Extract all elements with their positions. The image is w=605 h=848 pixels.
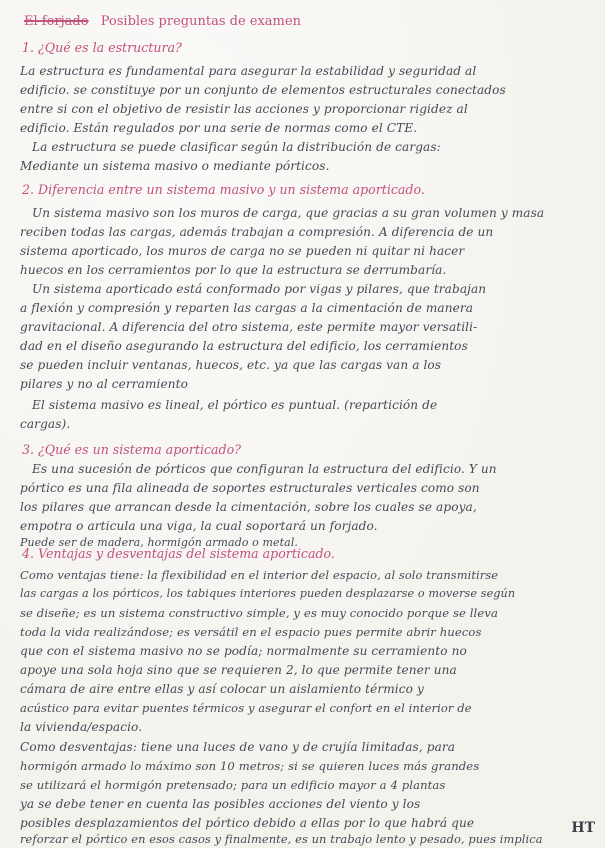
answer-4-line: cámara de aire entre ellas y así colocar un aislamiento térmico y: [20, 682, 424, 696]
struck-title: El forjado: [24, 14, 89, 29]
answer-4-line: la vivienda/espacio.: [20, 720, 143, 734]
answer-4-line: ya se debe tener en cuenta las posibles acciones del viento y los: [20, 797, 421, 811]
answer-4-line: posibles desplazamientos del pórtico debido a ellas por lo que habrá que: [20, 816, 475, 830]
answer-4-line: las cargas a los pórticos, los tabiques interiores pueden desplazarse o moverse según: [20, 587, 516, 600]
answer-1-line: entre si con el objetivo de resistir las acciones y proporcionar rigidez al: [20, 102, 468, 116]
answer-3-line: Es una sucesión de pórticos que configuran la estructura del edificio. Y un: [32, 462, 497, 476]
answer-1-line: La estructura es fundamental para asegurar la estabilidad y seguridad al: [20, 64, 477, 78]
answer-3-line: los pilares que arrancan desde la cimentación, sobre los cuales se apoya,: [20, 500, 477, 514]
question-2: 2. Diferencia entre un sistema masivo y un sistema aporticado.: [22, 182, 425, 197]
answer-2-line: reciben todas las cargas, además trabajan a compresión. A diferencia de un: [20, 225, 494, 239]
answer-4-line: acústico para evitar puentes térmicos y asegurar el confort en el interior de: [20, 701, 472, 715]
answer-4-line: Como desventajas: tiene una luces de vano y de crujía limitadas, para: [20, 740, 456, 754]
question-4: 4. Ventajas y desventajas del sistema aporticado.: [22, 546, 335, 561]
answer-2-line: Un sistema aporticado está conformado por vigas y pilares, que trabajan: [32, 282, 487, 296]
page-title: Posibles preguntas de examen: [100, 14, 301, 29]
answer-2-line: a flexión y compresión y reparten las cargas a la cimentación de manera: [20, 301, 474, 315]
answer-1-line: Mediante un sistema masivo o mediante pórticos.: [20, 159, 330, 173]
answer-1-line: La estructura se puede clasificar según la distribución de cargas:: [32, 140, 441, 154]
answer-4-line: toda la vida realizándose; es versátil en el espacio pues permite abrir huecos: [20, 625, 482, 639]
answer-4-line: apoye una sola hoja sino que se requieren 2, lo que permite tener una: [20, 663, 457, 677]
answer-2-line: huecos en los cerramientos por lo que la estructura se derrumbaría.: [20, 263, 447, 277]
answer-4-line: se utilizará el hormigón pretensado; para un edificio mayor a 4 plantas: [20, 778, 446, 792]
answer-2-line: Un sistema masivo son los muros de carga, que gracias a su gran volumen y masa: [32, 206, 545, 220]
answer-2-line: dad en el diseño asegurando la estructura del edificio, los cerramientos: [20, 339, 468, 353]
answer-4-line: hormigón armado lo máximo son 10 metros; si se quieren luces más grandes: [20, 759, 480, 773]
question-1: 1. ¿Qué es la estructura?: [22, 40, 182, 55]
answer-2-line: pilares y no al cerramiento: [20, 377, 189, 391]
answer-1-line: edificio. Están regulados por una serie de normas como el CTE.: [20, 121, 418, 135]
answer-3-line: pórtico es una fila alineada de soportes estructurales verticales como son: [20, 481, 480, 495]
answer-3-line: Puede ser de madera, hormigón armado o metal.: [20, 536, 299, 549]
answer-2-line: sistema aporticado, los muros de carga no se pueden ni quitar ni hacer: [20, 244, 465, 258]
answer-1-line: edificio. se constituye por un conjunto de elementos estructurales conectados: [20, 83, 506, 97]
page-mark: HT: [571, 820, 595, 836]
answer-2-line: gravitacional. A diferencia del otro sistema, este permite mayor versatili-: [20, 320, 478, 334]
answer-2-line: El sistema masivo es lineal, el pórtico es puntual. (repartición de: [32, 398, 438, 412]
answer-3-line: empotra o articula una viga, la cual soportará un forjado.: [20, 519, 378, 533]
answer-2-line: cargas).: [20, 417, 71, 431]
answer-4-line: se diseñe; es un sistema constructivo simple, y es muy conocido porque se lleva: [20, 606, 498, 620]
question-3: 3. ¿Qué es un sistema aporticado?: [22, 442, 241, 457]
answer-2-line: se pueden incluir ventanas, huecos, etc. ya que las cargas van a los: [20, 358, 442, 372]
answer-4-line: Como ventajas tiene: la flexibilidad en el interior del espacio, al solo transmitirse: [20, 568, 499, 582]
page-heading: [24, 14, 301, 29]
answer-4-line: reforzar el pórtico en esos casos y finalmente, es un trabajo lento y pesado, pues implica: [20, 832, 543, 846]
answer-4-line: que con el sistema masivo no se podía; normalmente su cerramiento no: [20, 644, 467, 658]
